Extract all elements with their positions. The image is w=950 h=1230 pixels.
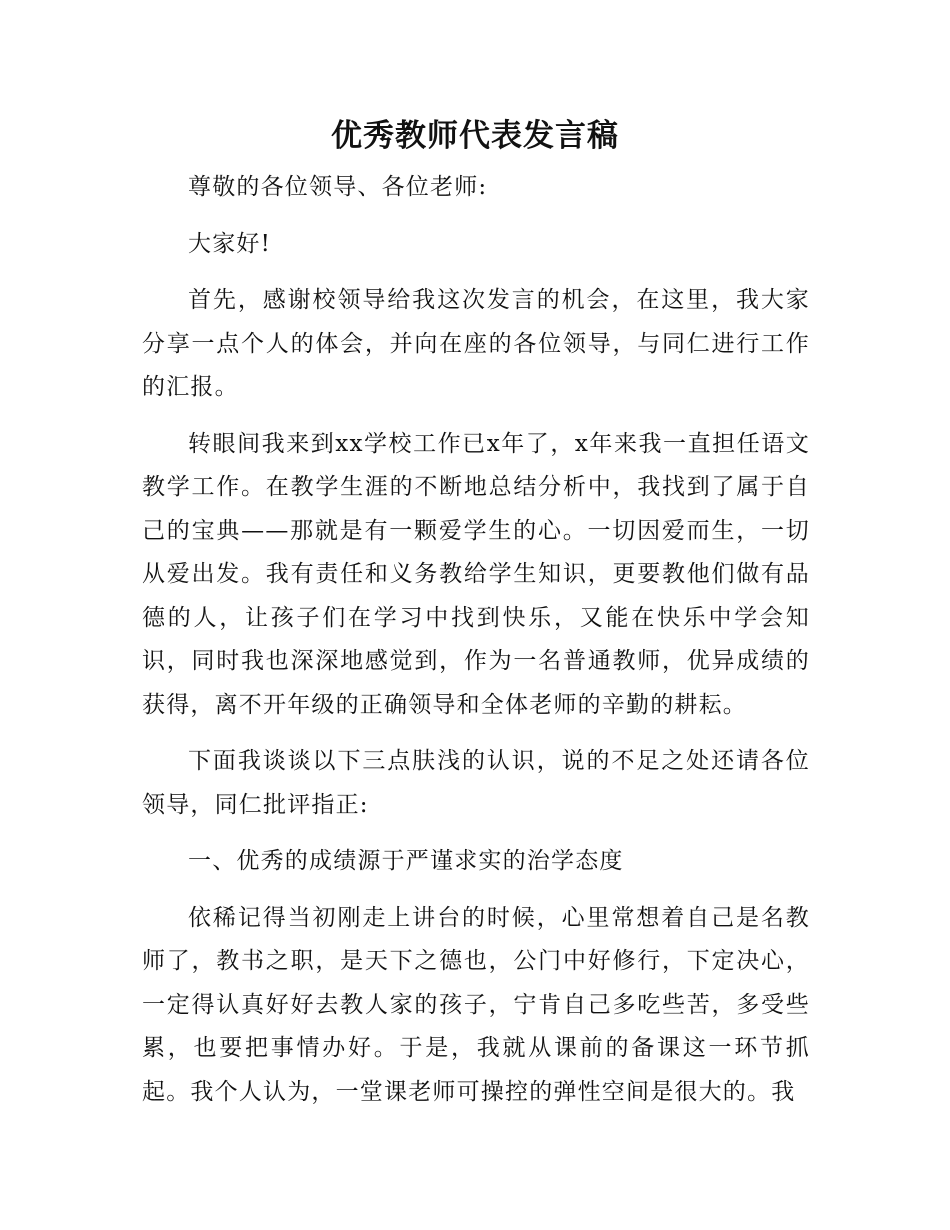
paragraph-intro: 首先，感谢校领导给我这次发言的机会，在这里，我大家分享一点个人的体会，并向在座的各位领导，与同仁进行工作的汇报。 xyxy=(142,287,810,400)
paragraph-section-1: 依稀记得当初刚走上讲台的时候，心里常想着自己是名教师了，教书之职，是天下之德也，公门中好修行，下定决心，一定得认真好好去教人家的孩子，宁肯自己多吃些苦，多受些累，也要把事情办好。于是，我就从课前的备课这一环节抓起。我个人认为，一堂课老师可操控的弹性空间是很大的。我 xyxy=(142,904,810,1105)
page-title: 优秀教师代表发言稿 xyxy=(331,118,619,154)
section-heading-1: 一、优秀的成绩源于严谨求实的治学态度 xyxy=(188,848,624,874)
salutation: 尊敬的各位领导、各位老师: xyxy=(188,174,488,200)
paragraph-experience: 转眼间我来到xx学校工作已x年了，x年来我一直担任语文教学工作。在教学生涯的不断地总结分析中，我找到了属于自己的宝典——那就是有一颗爱学生的心。一切因爱而生，一切从爱出发。我有责任和义务教给学生知识，更要教他们做有品德的人，让孩子们在学习中找到快乐，又能在快乐中学会知识，同时我也深深地感觉到，作为一名普通教师，优异成绩的获得，离不开年级的正确领导和全体老师的辛勤的耕耘。 xyxy=(142,430,810,718)
paragraph-outline: 下面我谈谈以下三点肤浅的认识，说的不足之处还请各位领导，同仁批评指正: xyxy=(142,748,810,818)
greeting: 大家好! xyxy=(188,230,272,257)
document-body xyxy=(142,166,810,1127)
